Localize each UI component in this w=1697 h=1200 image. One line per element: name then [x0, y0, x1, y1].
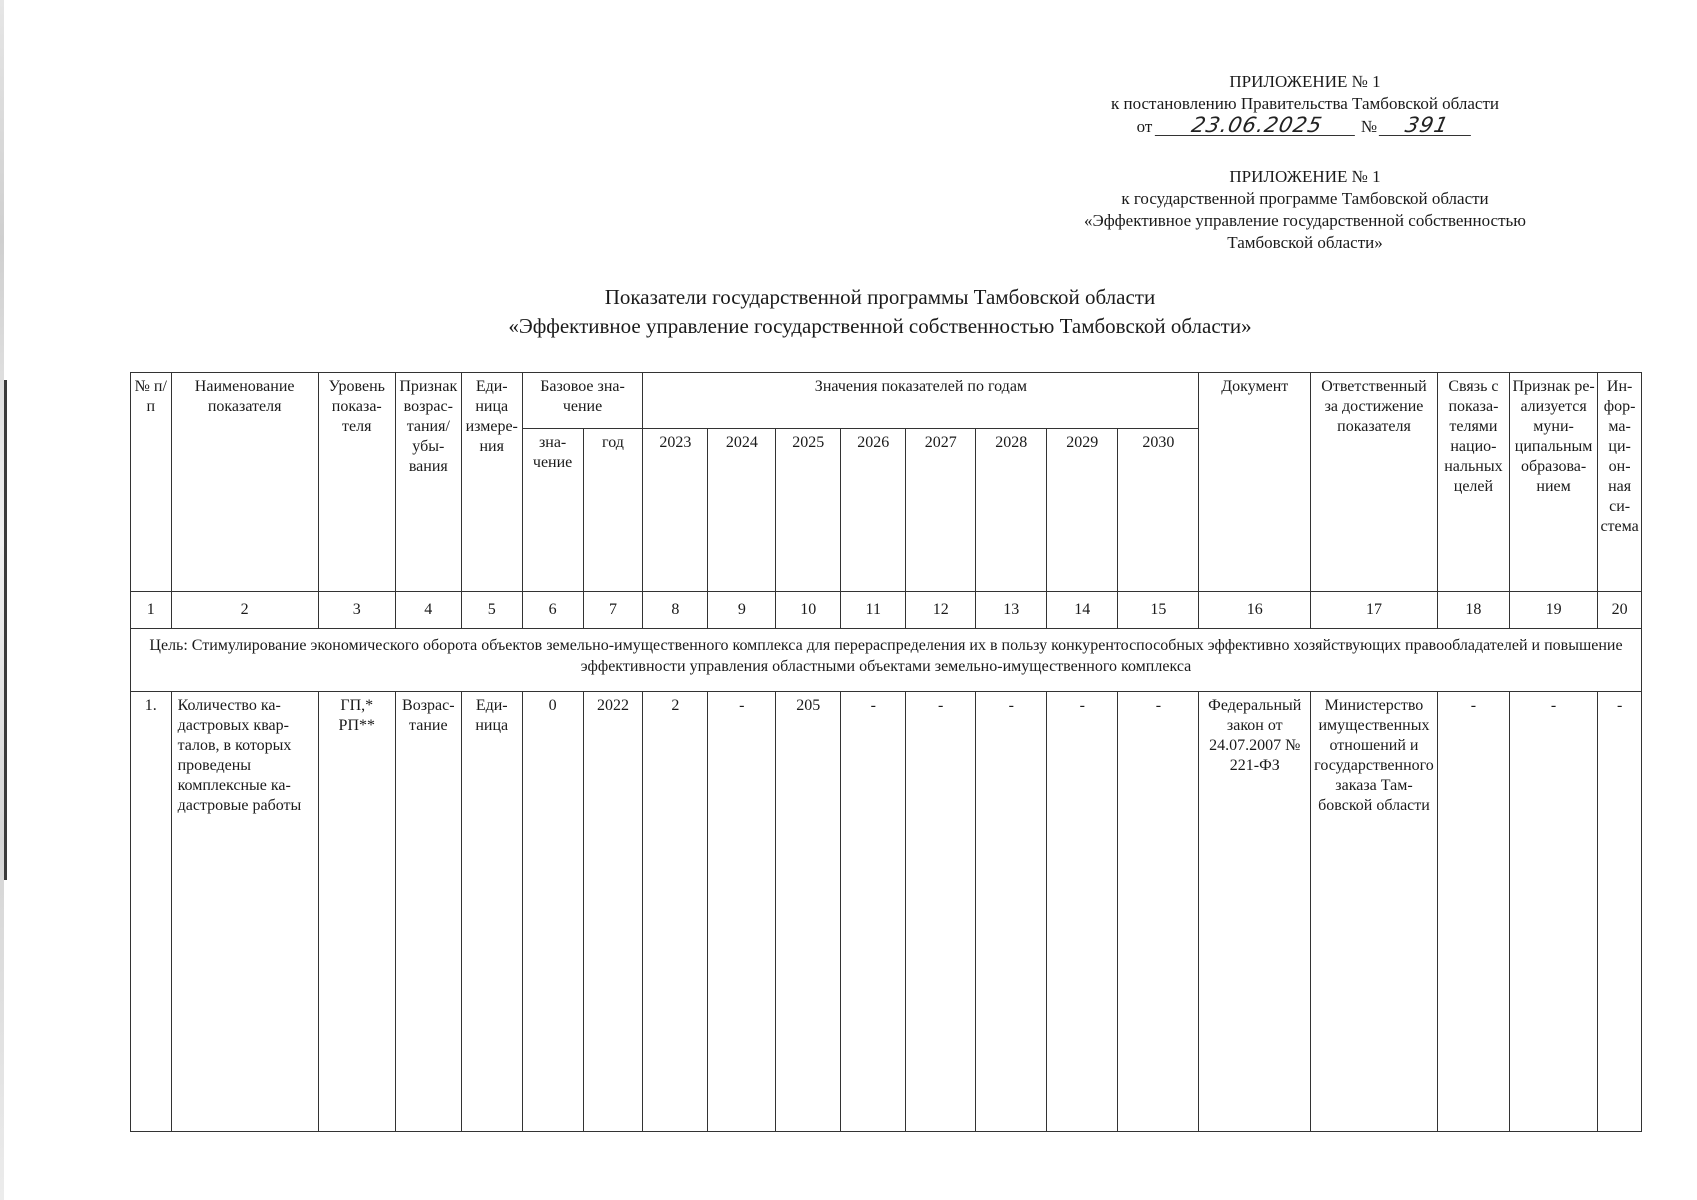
column-number: 6 [522, 592, 583, 629]
indicators-table [130, 372, 1642, 1132]
header-years-group: Значения показателей по годам [643, 373, 1199, 429]
row-infosystem: - [1598, 692, 1642, 1132]
column-number: 20 [1598, 592, 1642, 629]
goal-text: Цель: Стимулирование экономического оборота объектов земельно-имущественного комплекса для перераспределения их в пользу конкурентоспособных эффективно хозяйствующих правообладателей и повышение эффективности управления областными объектами земельно-имущественного комплекса [131, 629, 1642, 692]
header-year-2028: 2028 [976, 429, 1047, 592]
row-year-2023: 2 [643, 692, 708, 1132]
column-number: 5 [461, 592, 522, 629]
row-link: - [1437, 692, 1509, 1132]
row-year-2027: - [906, 692, 976, 1132]
document-title-line1: Показатели государственной программы Тамбовской области [604, 285, 1156, 309]
row-year-2029: - [1047, 692, 1118, 1132]
row-year-2026: - [841, 692, 906, 1132]
header-year-2026: 2026 [841, 429, 906, 592]
row-municipal: - [1509, 692, 1597, 1132]
header-base-value: значение [522, 429, 583, 592]
header-year-2029: 2029 [1047, 429, 1118, 592]
header-year-2023: 2023 [643, 429, 708, 592]
header-base-year: год [583, 429, 643, 592]
annex-decree [1070, 71, 1540, 138]
header-year-2027: 2027 [906, 429, 976, 592]
header-year-2030: 2030 [1118, 429, 1199, 592]
column-number: 19 [1509, 592, 1597, 629]
header-num: № п/п [131, 373, 172, 592]
column-number: 3 [318, 592, 395, 629]
column-number: 16 [1199, 592, 1311, 629]
row-base-year: 2022 [583, 692, 643, 1132]
row-level: ГП,* РП** [318, 692, 395, 1132]
header-level: Уровень показателя [318, 373, 395, 592]
column-number: 8 [643, 592, 708, 629]
row-base-value: 0 [522, 692, 583, 1132]
row-year-2025: 205 [776, 692, 841, 1132]
column-number: 14 [1047, 592, 1118, 629]
row-year-2030: - [1118, 692, 1199, 1132]
goal-row [131, 629, 1642, 692]
row-year-2024: - [708, 692, 776, 1132]
row-name: Количество кадастровых кварталов, в которых проведены комплексные кадастровые работы [171, 692, 318, 1132]
row-year-2028: - [976, 692, 1047, 1132]
decree-date-number [1070, 115, 1540, 138]
handwritten-number: 391 [1379, 115, 1475, 136]
annex-decree-line: к постановлению Правительства Тамбовской области [1110, 94, 1500, 113]
header-year-2024: 2024 [708, 429, 776, 592]
annex-program-line2: «Эффективное управление государственной собственностью [1084, 211, 1526, 230]
header-infosystem: Информационная система [1598, 373, 1642, 592]
document-title [140, 283, 1620, 341]
column-number: 18 [1437, 592, 1509, 629]
handwritten-date: 23.06.2025 [1154, 115, 1358, 136]
column-number: 1 [131, 592, 172, 629]
header-year-2025: 2025 [776, 429, 841, 592]
header-row-1 [131, 373, 1642, 429]
column-number: 17 [1311, 592, 1438, 629]
row-unit: Единица [461, 692, 522, 1132]
date-prefix: от [1136, 117, 1153, 136]
row-trend: Возрастание [395, 692, 461, 1132]
header-document: Документ [1199, 373, 1311, 592]
header-name: Наименование показателя [171, 373, 318, 592]
column-number: 2 [171, 592, 318, 629]
row-document: Федеральный закон от 24.07.2007 № 221-ФЗ [1199, 692, 1311, 1132]
header-municipal: Признак реализуется муниципальным образованием [1509, 373, 1597, 592]
column-number: 10 [776, 592, 841, 629]
scan-edge-dark [4, 380, 7, 880]
number-prefix: № [1360, 117, 1378, 136]
column-number: 7 [583, 592, 643, 629]
row-num: 1. [131, 692, 172, 1132]
column-number: 13 [976, 592, 1047, 629]
annex-program [1020, 166, 1590, 254]
column-number: 11 [841, 592, 906, 629]
column-numbers-row [131, 592, 1642, 629]
column-number: 15 [1118, 592, 1199, 629]
header-base: Базовое значение [522, 373, 643, 429]
annex-program-title: ПРИЛОЖЕНИЕ № 1 [1229, 167, 1381, 186]
header-link: Связь с показателями национальных целей [1437, 373, 1509, 592]
table-row [131, 692, 1642, 1132]
column-number: 12 [906, 592, 976, 629]
document-title-line2: «Эффективное управление государственной собственностью Тамбовской области» [508, 314, 1252, 338]
annex-program-line3: Тамбовской области» [1227, 233, 1383, 252]
header-responsible: Ответственный за достижение показателя [1311, 373, 1438, 592]
header-unit: Единица измерения [461, 373, 522, 592]
annex-decree-title: ПРИЛОЖЕНИЕ № 1 [1229, 72, 1381, 91]
row-responsible: Министерство имущественных отношений и государственного заказа Тамбовской области [1311, 692, 1438, 1132]
annex-program-line1: к государственной программе Тамбовской области [1121, 189, 1489, 208]
header-trend: Признак возрастания/ убывания [395, 373, 461, 592]
column-number: 4 [395, 592, 461, 629]
column-number: 9 [708, 592, 776, 629]
